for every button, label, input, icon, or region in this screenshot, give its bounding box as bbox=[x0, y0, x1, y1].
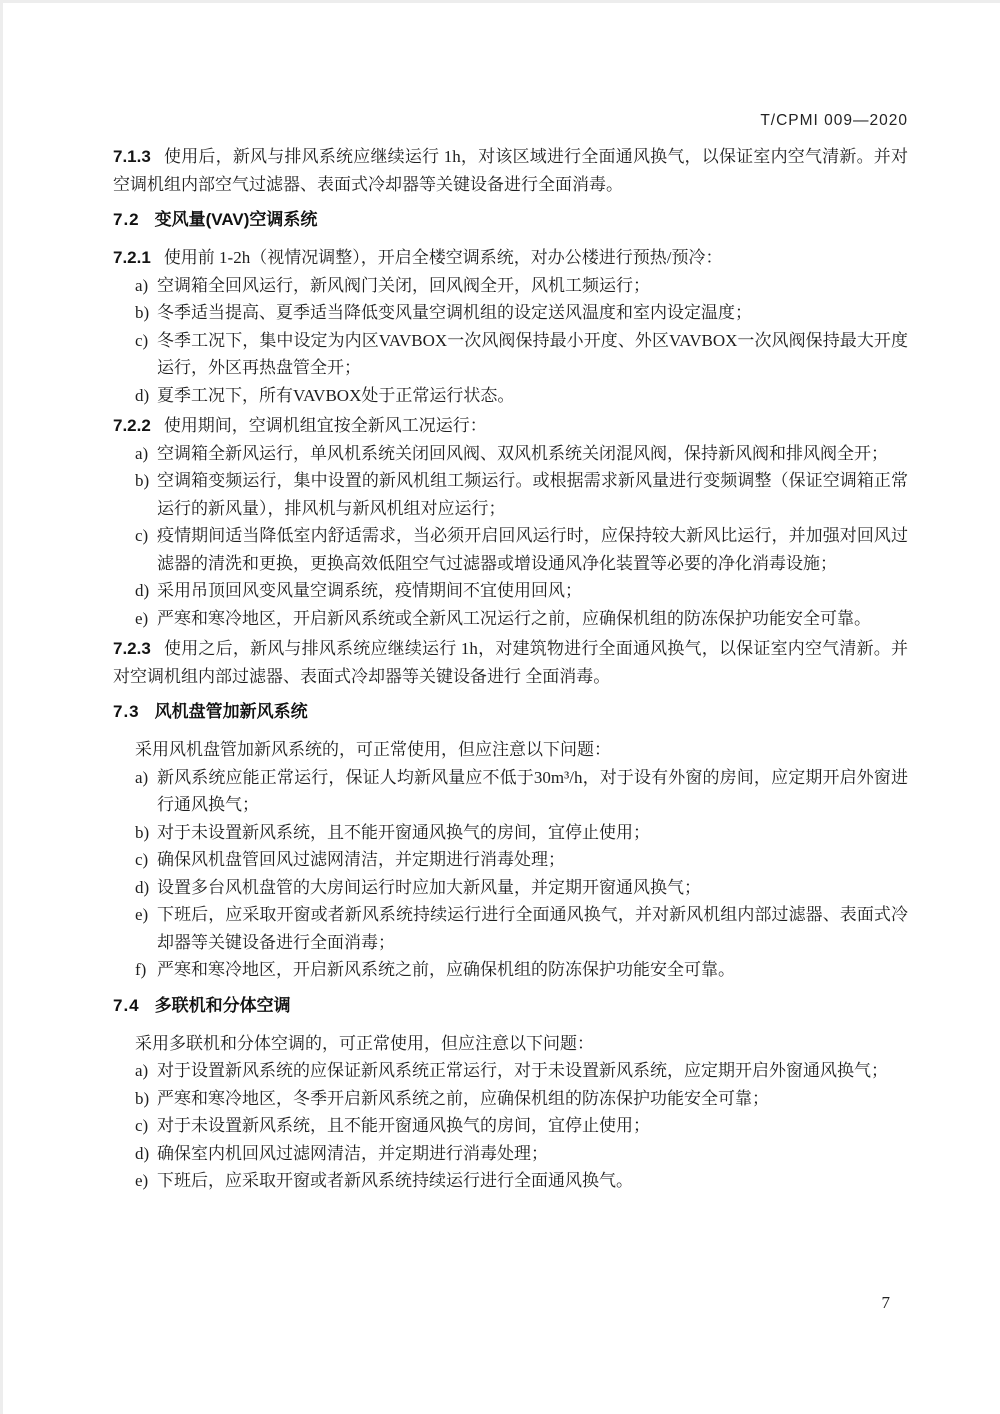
item-text: 对于未设置新风系统，且不能开窗通风换气的房间，宜停止使用； bbox=[157, 822, 650, 842]
item-letter: b) bbox=[135, 471, 150, 490]
item-letter: a) bbox=[135, 1061, 149, 1080]
list-item bbox=[113, 1112, 908, 1140]
list-item bbox=[113, 1057, 908, 1085]
item-text: 新风系统应能正常运行，保证人均新风量应不低于30m³/h，对于设有外窗的房间，应定期开启外窗进行通风换气； bbox=[157, 767, 908, 814]
section-7-3-intro: 采用风机盘管加新风系统的，可正常使用，但应注意以下问题： bbox=[135, 740, 611, 759]
list-item bbox=[113, 846, 908, 874]
clause-text: 使用前 1-2h（视情况调整），开启全楼空调系统，对办公楼进行预热/预冷： bbox=[163, 248, 723, 267]
item-text: 冬季工况下，集中设定为内区VAVBOX一次风阀保持最小开度、外区VAVBOX一次风阀保持最大开度运行，外区再热盘管全开； bbox=[157, 330, 908, 377]
item-letter: c) bbox=[135, 1116, 149, 1135]
doc-code: T/CPMI 009—2020 bbox=[760, 112, 908, 129]
item-letter: e) bbox=[135, 1171, 149, 1190]
clause-number: 7.2.3 bbox=[113, 639, 151, 658]
document-content bbox=[113, 134, 908, 1195]
list-item bbox=[113, 901, 908, 956]
item-text: 下班后，应采取开窗或者新风系统持续运行进行全面通风换气，并对新风机组内部过滤器、表面式冷却器等关键设备进行全面消毒； bbox=[157, 905, 908, 952]
list-item bbox=[113, 956, 908, 984]
list-item bbox=[113, 327, 908, 382]
list-item bbox=[113, 874, 908, 902]
item-letter: e) bbox=[135, 608, 149, 628]
item-text: 采用吊顶回风变风量空调系统，疫情期间不宜使用回风； bbox=[157, 581, 582, 600]
item-letter: b) bbox=[135, 1088, 150, 1108]
item-letter: c) bbox=[135, 850, 149, 869]
list-item bbox=[113, 440, 908, 468]
item-text: 冬季适当提高、夏季适当降低变风量空调机组的设定送风温度和室内设定温度； bbox=[157, 303, 752, 322]
clause-text: 使用后，新风与排风系统应继续运行 1h，对该区域进行全面通风换气，以保证室内空气清新。并对空调机组内部空气过滤器、表面式冷却器等关键设备进行全面消毒。 bbox=[113, 147, 908, 194]
list-item bbox=[113, 467, 908, 522]
item-text: 严寒和寒冷地区，冬季开启新风系统之前，应确保机组的防冻保护功能安全可靠； bbox=[157, 1088, 769, 1108]
item-text: 对于设置新风系统的应保证新风系统正常运行，对于未设置新风系统，应定期开启外窗通风换气； bbox=[157, 1061, 888, 1080]
item-text: 空调箱全回风运行，新风阀门关闭，回风阀全开，风机工频运行； bbox=[157, 275, 650, 295]
item-text: 严寒和寒冷地区，开启新风系统或全新风工况运行之前，应确保机组的防冻保护功能安全可靠。 bbox=[157, 608, 871, 628]
item-text: 疫情期间适当降低室内舒适需求，当必须开启回风运行时，应保持较大新风比运行，并加强对回风过滤器的清洗和更换，更换高效低阻空气过滤器或增设通风净化装置等必要的净化消毒设施； bbox=[157, 526, 908, 573]
item-letter: d) bbox=[135, 877, 150, 897]
list-item bbox=[113, 819, 908, 847]
list-item bbox=[113, 299, 908, 327]
section-title: 风机盘管加新风系统 bbox=[154, 702, 308, 721]
section-number: 7.4 bbox=[113, 995, 140, 1015]
clause-number: 7.1.3 bbox=[113, 147, 151, 166]
item-text: 确保室内机回风过滤网清洁，并定期进行消毒处理； bbox=[157, 1143, 548, 1163]
clause-7-2-1 bbox=[113, 244, 908, 272]
list-item bbox=[113, 272, 908, 300]
item-letter: c) bbox=[135, 526, 149, 545]
item-letter: b) bbox=[135, 822, 150, 842]
list-item bbox=[113, 1140, 908, 1168]
page-number: 7 bbox=[881, 1293, 890, 1312]
item-letter: a) bbox=[135, 767, 149, 787]
item-text: 夏季工况下，所有VAVBOX处于正常运行状态。 bbox=[157, 385, 515, 405]
section-title: 变风量(VAV)空调系统 bbox=[154, 210, 318, 229]
list-item bbox=[113, 605, 908, 633]
list-item bbox=[113, 1085, 908, 1113]
item-text: 对于未设置新风系统，且不能开窗通风换气的房间，宜停止使用； bbox=[157, 1116, 650, 1135]
item-text: 下班后，应采取开窗或者新风系统持续运行进行全面通风换气。 bbox=[157, 1171, 633, 1190]
clause-7-2-2-list bbox=[113, 440, 908, 633]
clause-7-2-1-list bbox=[113, 272, 908, 410]
section-number: 7.2 bbox=[113, 210, 140, 229]
page-header bbox=[113, 112, 908, 130]
item-text: 严寒和寒冷地区，开启新风系统之前，应确保机组的防冻保护功能安全可靠。 bbox=[157, 960, 735, 979]
section-heading-7-3 bbox=[113, 700, 908, 724]
item-text: 确保风机盘管回风过滤网清洁，并定期进行消毒处理； bbox=[157, 850, 565, 869]
clause-7-2-3 bbox=[113, 635, 908, 690]
clause-7-2-2 bbox=[113, 412, 908, 440]
list-item bbox=[113, 577, 908, 605]
section-7-3-list bbox=[113, 764, 908, 984]
clause-number: 7.2.1 bbox=[113, 248, 151, 267]
item-letter: d) bbox=[135, 385, 150, 405]
item-letter: d) bbox=[135, 581, 150, 600]
clause-7-1-3 bbox=[113, 143, 908, 198]
section-number: 7.3 bbox=[113, 702, 140, 721]
item-letter: d) bbox=[135, 1143, 150, 1163]
item-letter: e) bbox=[135, 905, 149, 924]
item-text: 空调箱全新风运行，单风机系统关闭回风阀、双风机系统关闭混风阀，保持新风阀和排风阀全开； bbox=[157, 443, 888, 463]
list-item bbox=[113, 1167, 908, 1195]
clause-text: 使用之后，新风与排风系统应继续运行 1h，对建筑物进行全面通风换气，以保证室内空气清新。并对空调机组内部过滤器、表面式冷却器等关键设备进行 全面消毒。 bbox=[113, 639, 908, 686]
list-item bbox=[113, 764, 908, 819]
clause-number: 7.2.2 bbox=[113, 416, 151, 435]
item-letter: b) bbox=[135, 303, 150, 322]
item-letter: a) bbox=[135, 443, 149, 463]
section-heading-7-2 bbox=[113, 208, 908, 232]
clause-text: 使用期间，空调机组宜按全新风工况运行： bbox=[163, 416, 487, 435]
list-item bbox=[113, 522, 908, 577]
section-7-4-intro: 采用多联机和分体空调的，可正常使用，但应注意以下问题： bbox=[135, 1033, 594, 1053]
item-text: 空调箱变频运行，集中设置的新风机组工频运行。或根据需求新风量进行变频调整（保证空调箱正常运行的新风量），排风机与新风机组对应运行； bbox=[157, 471, 908, 518]
list-item bbox=[113, 382, 908, 410]
item-letter: c) bbox=[135, 330, 149, 350]
item-letter: a) bbox=[135, 275, 149, 295]
section-title: 多联机和分体空调 bbox=[154, 995, 291, 1015]
item-text: 设置多台风机盘管的大房间运行时应加大新风量，并定期开窗通风换气； bbox=[157, 877, 701, 897]
section-7-4-list bbox=[113, 1057, 908, 1195]
item-letter: f) bbox=[135, 960, 147, 979]
section-heading-7-4 bbox=[113, 994, 908, 1018]
